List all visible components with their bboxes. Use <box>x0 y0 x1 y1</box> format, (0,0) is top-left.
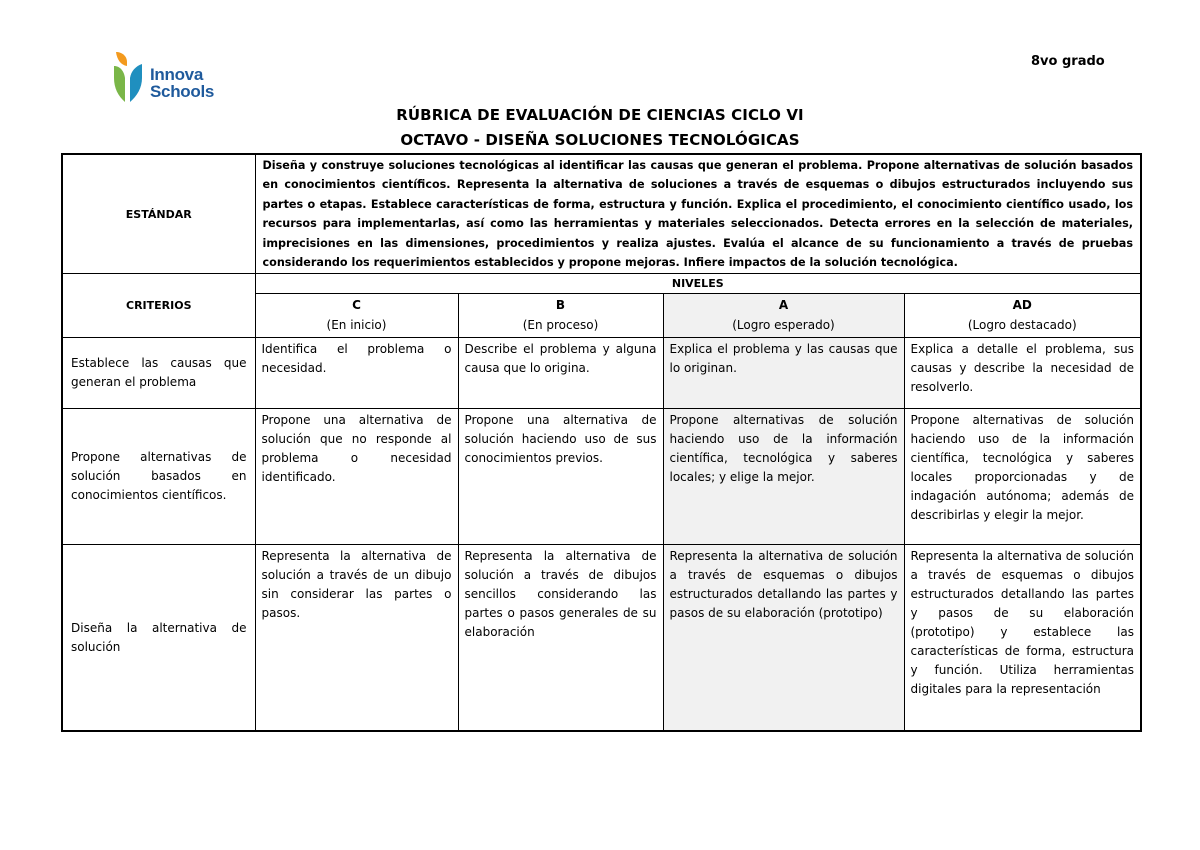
level-code: A <box>778 298 789 313</box>
level-code: AD <box>1012 298 1032 313</box>
level-a-cell: Representa la alternativa de solución a través de esquemas o dibujos estructurados detallando las partes y pasos de su elaboración (prototipo) <box>663 545 904 731</box>
criterion-row <box>62 545 1141 731</box>
level-b-cell: Describe el problema y alguna causa que lo origina. <box>458 338 663 409</box>
levels-label: NIVELES <box>255 274 1141 294</box>
levels-header-row <box>62 274 1141 294</box>
logo-text-line2: Schools <box>150 82 215 101</box>
level-ad-cell: Explica a detalle el problema, sus causas y describe la necesidad de resolverlo. <box>904 338 1141 409</box>
level-c-cell: Representa la alternativa de solución a través de un dibujo sin considerar las partes o pasos. <box>255 545 458 731</box>
document-subtitle: OCTAVO - DISEÑA SOLUCIONES TECNOLÓGICAS <box>400 131 800 149</box>
rubric-table <box>61 153 1142 732</box>
grade-label: 8vo grado <box>1031 54 1105 69</box>
level-ad-cell: Propone alternativas de solución haciendo uso de la información científica, tecnológica y saberes locales proporcionadas y de indagación autónoma; además de describirlas y elegir la mejor. <box>904 409 1141 545</box>
criterion-label: Diseña la alternativa de solución <box>62 545 255 731</box>
level-a-header <box>663 294 904 338</box>
criterion-row <box>62 409 1141 545</box>
level-b-header <box>458 294 663 338</box>
criterion-label: Establece las causas que generan el problema <box>62 338 255 409</box>
level-ad-cell: Representa la alternativa de solución a través de esquemas o dibujos estructurados detallando las partes y pasos de su elaboración (prototipo) y establece las características de forma, estructura y función. Utiliza herramientas digitales para la representación <box>904 545 1141 731</box>
level-desc: (En inicio) <box>326 318 387 333</box>
level-code: B <box>555 298 566 313</box>
level-desc: (En proceso) <box>522 318 599 333</box>
level-desc: (Logro esperado) <box>732 318 835 333</box>
logo-text-line1: Innova <box>150 65 203 84</box>
criteria-label: CRITERIOS <box>62 274 255 338</box>
level-a-cell: Explica el problema y las causas que lo originan. <box>663 338 904 409</box>
level-c-cell: Propone una alternativa de solución que no responde al problema o necesidad identificado. <box>255 409 458 545</box>
innova-schools-logo <box>112 50 242 106</box>
level-b-cell: Propone una alternativa de solución haciendo uso de sus conocimientos previos. <box>458 409 663 545</box>
logo-mark-icon <box>112 50 148 106</box>
level-a-cell: Propone alternativas de solución haciendo uso de la información científica, tecnológica y saberes locales; y elige la mejor. <box>663 409 904 545</box>
criterion-row <box>62 338 1141 409</box>
criterion-label: Propone alternativas de solución basados en conocimientos científicos. <box>62 409 255 545</box>
level-desc: (Logro destacado) <box>967 318 1077 333</box>
level-c-cell: Identifica el problema o necesidad. <box>255 338 458 409</box>
level-ad-header <box>904 294 1141 338</box>
level-code: C <box>352 298 361 313</box>
standard-label: ESTÁNDAR <box>62 154 255 274</box>
standard-row <box>62 154 1141 274</box>
level-c-header <box>255 294 458 338</box>
level-b-cell: Representa la alternativa de solución a través de dibujos sencillos considerando las partes o pasos generales de su elaboración <box>458 545 663 731</box>
document-title: RÚBRICA DE EVALUACIÓN DE CIENCIAS CICLO VI <box>396 106 804 124</box>
standard-text: Diseña y construye soluciones tecnológicas al identificar las causas que generan el problema. Propone alternativas de solución basados en conocimientos científicos. Representa la alternativa de soluciones a través de esquemas o dibujos estructurados incluyendo sus partes o etapas. Establece características de forma, estructura y función. Explica el procedimiento, el conocimiento científico usado, los recursos para implementarlas, así como las herramientas y materiales seleccionados. Detecta errores en la selección de materiales, imprecisiones en las dimensiones, procedimientos y realiza ajustes. Evalúa el alcance de su funcionamiento a través de pruebas considerando los requerimientos establecidos y propone mejoras. Infiere impactos de la solución tecnológica. <box>255 154 1141 274</box>
